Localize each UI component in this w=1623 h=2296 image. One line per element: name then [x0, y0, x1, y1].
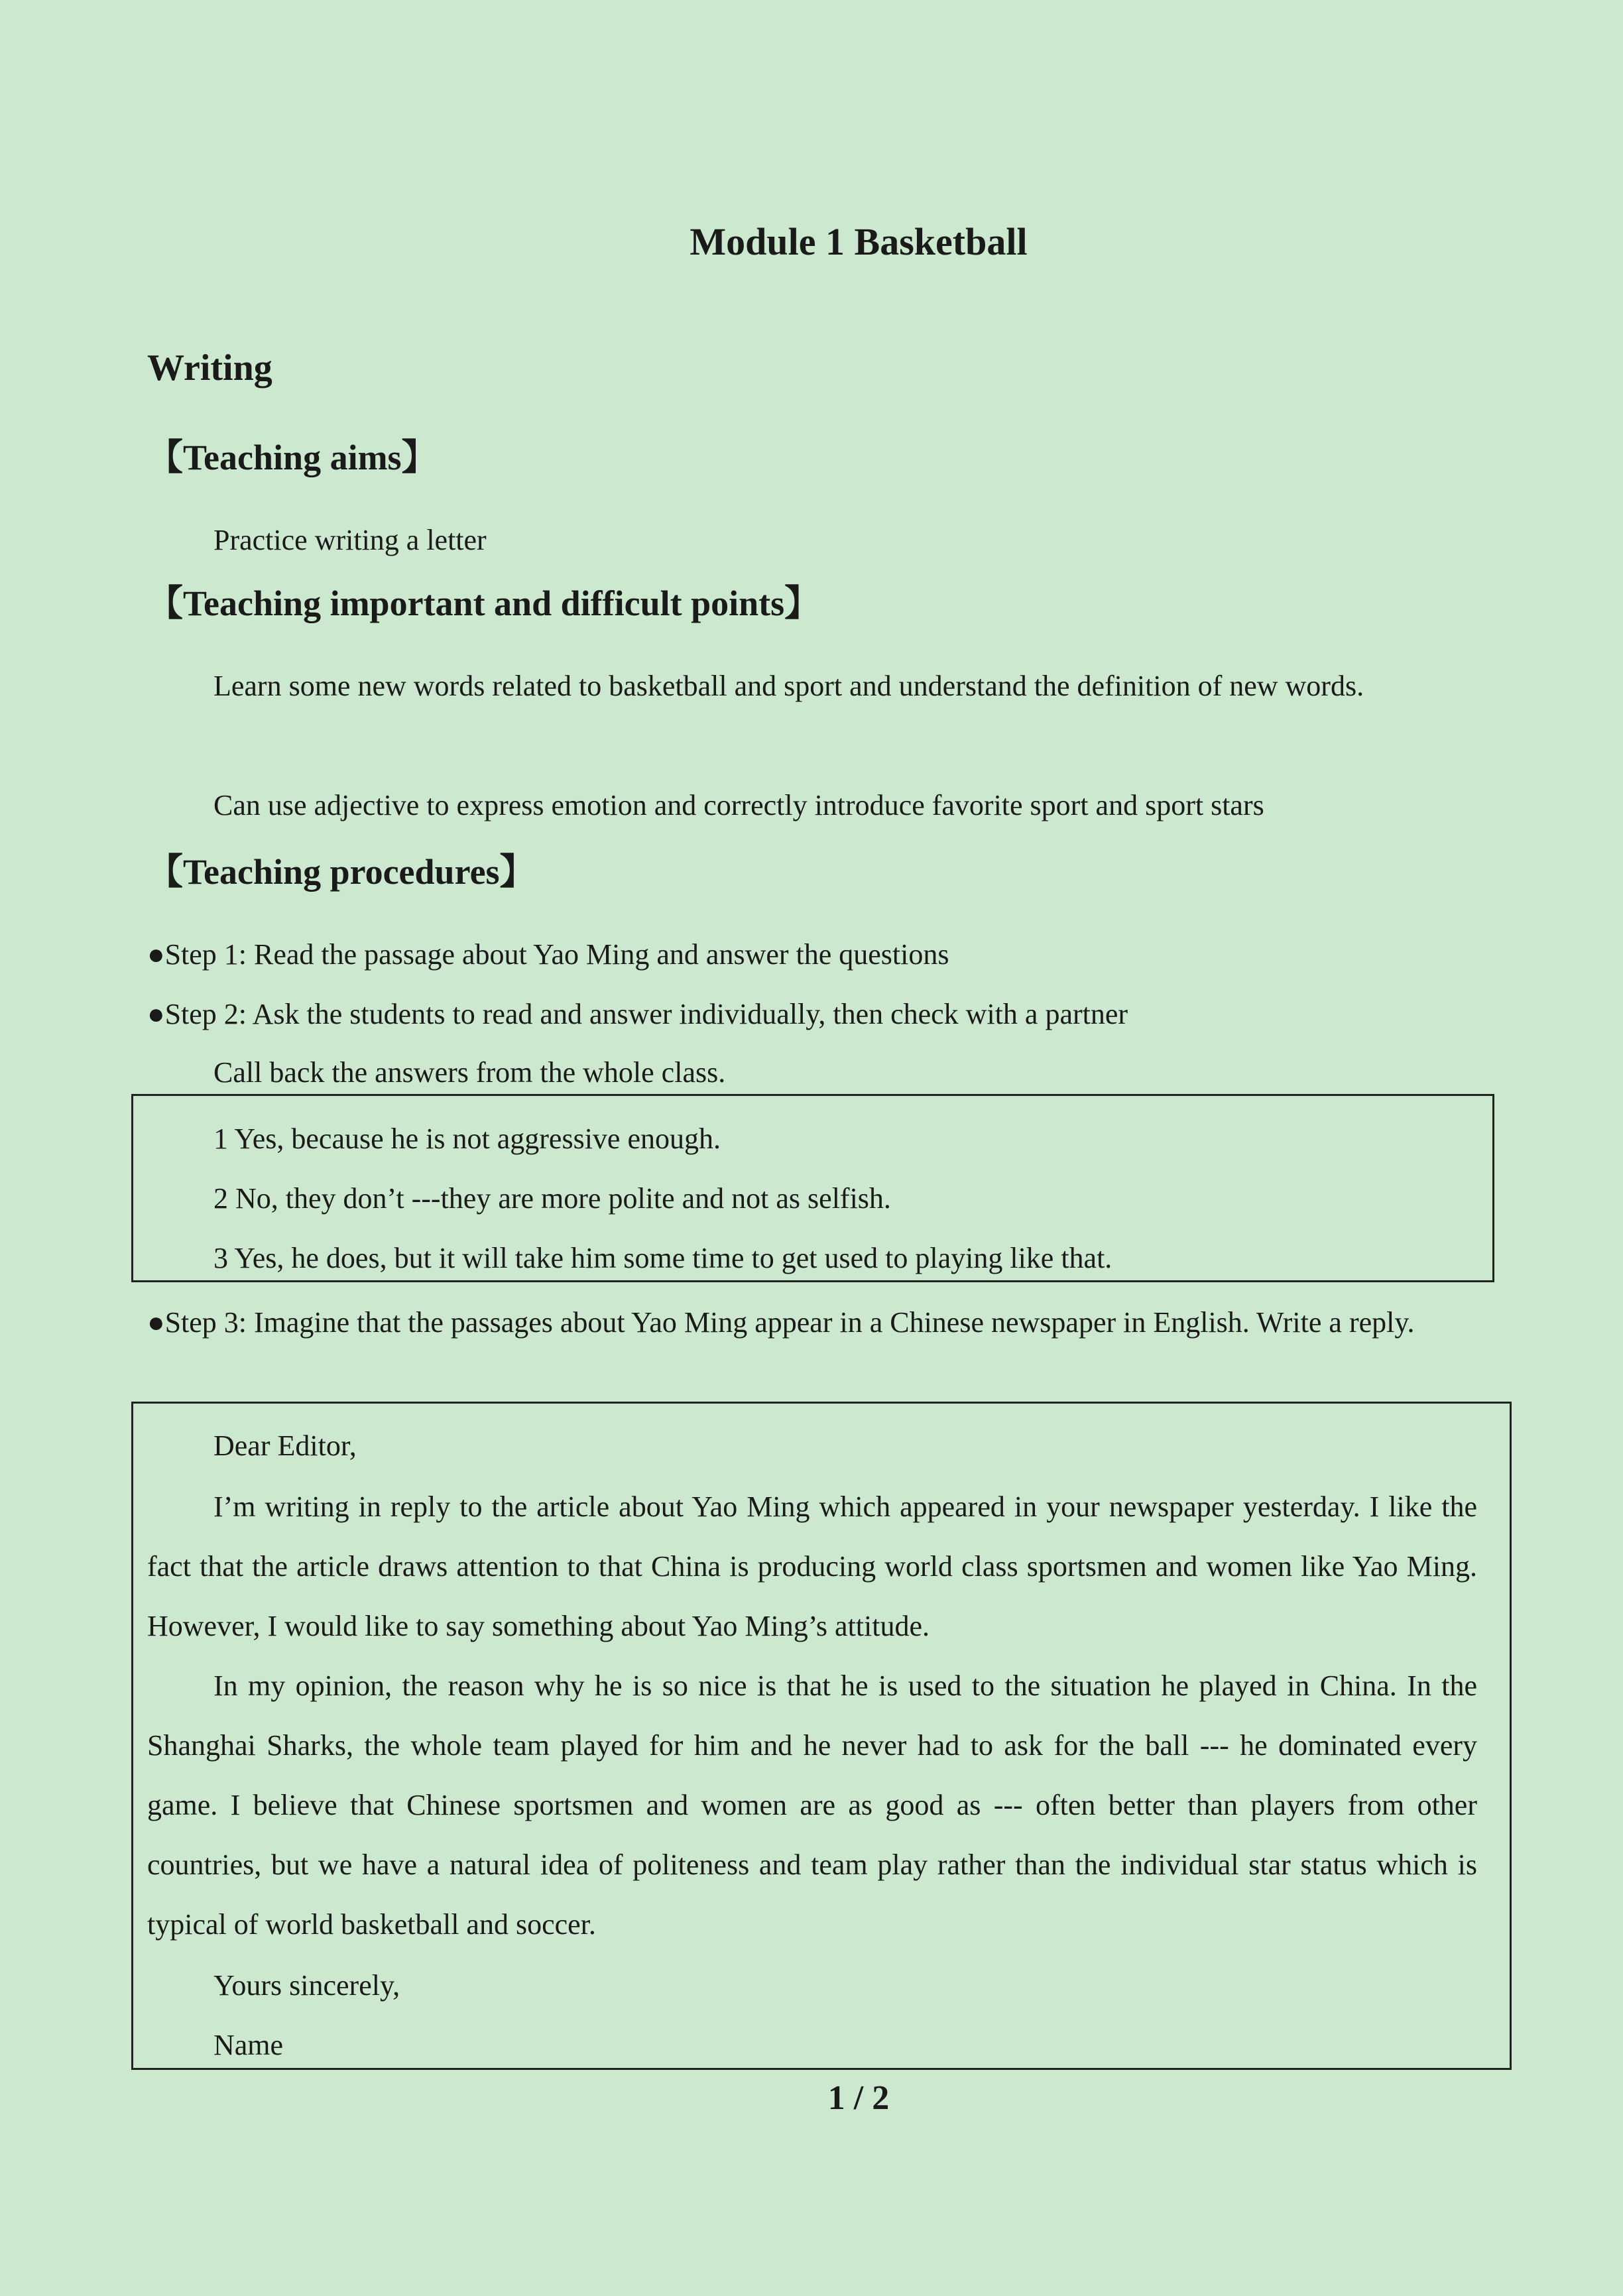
- aims-heading: 【Teaching aims】: [147, 438, 438, 477]
- points-line-1: Learn some new words related to basketball and sport and understand the definition of new words.: [213, 670, 1364, 702]
- answer-2: 2 No, they don’t ---they are more polite and not as selfish.: [213, 1182, 891, 1215]
- procedures-heading: 【Teaching procedures】: [147, 852, 536, 892]
- answer-1: 1 Yes, because he is not aggressive enough.: [213, 1122, 721, 1155]
- letter-paragraph-1: I’m writing in reply to the article about Yao Ming which appeared in your newspaper yesterday. I like the fact that the article draws attention to that China is producing world class sportsmen and women like Yao Ming. However, I would like to say something about Yao Ming’s attitude.: [147, 1490, 1477, 1642]
- letter-paragraph-2: In my opinion, the reason why he is so nice is that he is used to the situation he played in China. In the Shanghai Sharks, the whole team played for him and he never had to ask for the ball --- he dominated every game. I believe that Chinese sportsmen and women are as good as --- often better than players from other countries, but we have a natural idea of politeness and team play rather than the individual star status which is typical of world basketball and soccer.: [147, 1669, 1477, 1941]
- step-2: ●Step 2: Ask the students to read and answer individually, then check with a partner: [147, 998, 1128, 1030]
- letter-greeting: Dear Editor,: [213, 1429, 357, 1462]
- letter-name: Name: [213, 2029, 284, 2061]
- page-title: Module 1 Basketball: [690, 220, 1028, 263]
- aims-text: Practice writing a letter: [213, 524, 487, 556]
- page-number: 1 / 2: [827, 2079, 890, 2117]
- letter-closing: Yours sincerely,: [213, 1969, 400, 2002]
- step-2-sub: Call back the answers from the whole class.: [213, 1056, 726, 1089]
- section-title: Writing: [147, 347, 272, 389]
- step-1: ●Step 1: Read the passage about Yao Ming and answer the questions: [147, 938, 949, 971]
- answer-3: 3 Yes, he does, but it will take him some time to get used to playing like that.: [213, 1242, 1112, 1274]
- points-line-2: Can use adjective to express emotion and correctly introduce favorite sport and sport stars: [213, 789, 1264, 821]
- points-heading: 【Teaching important and difficult points】: [147, 583, 821, 623]
- step-3: ●Step 3: Imagine that the passages about Yao Ming appear in a Chinese newspaper in English. Write a reply.: [147, 1306, 1415, 1339]
